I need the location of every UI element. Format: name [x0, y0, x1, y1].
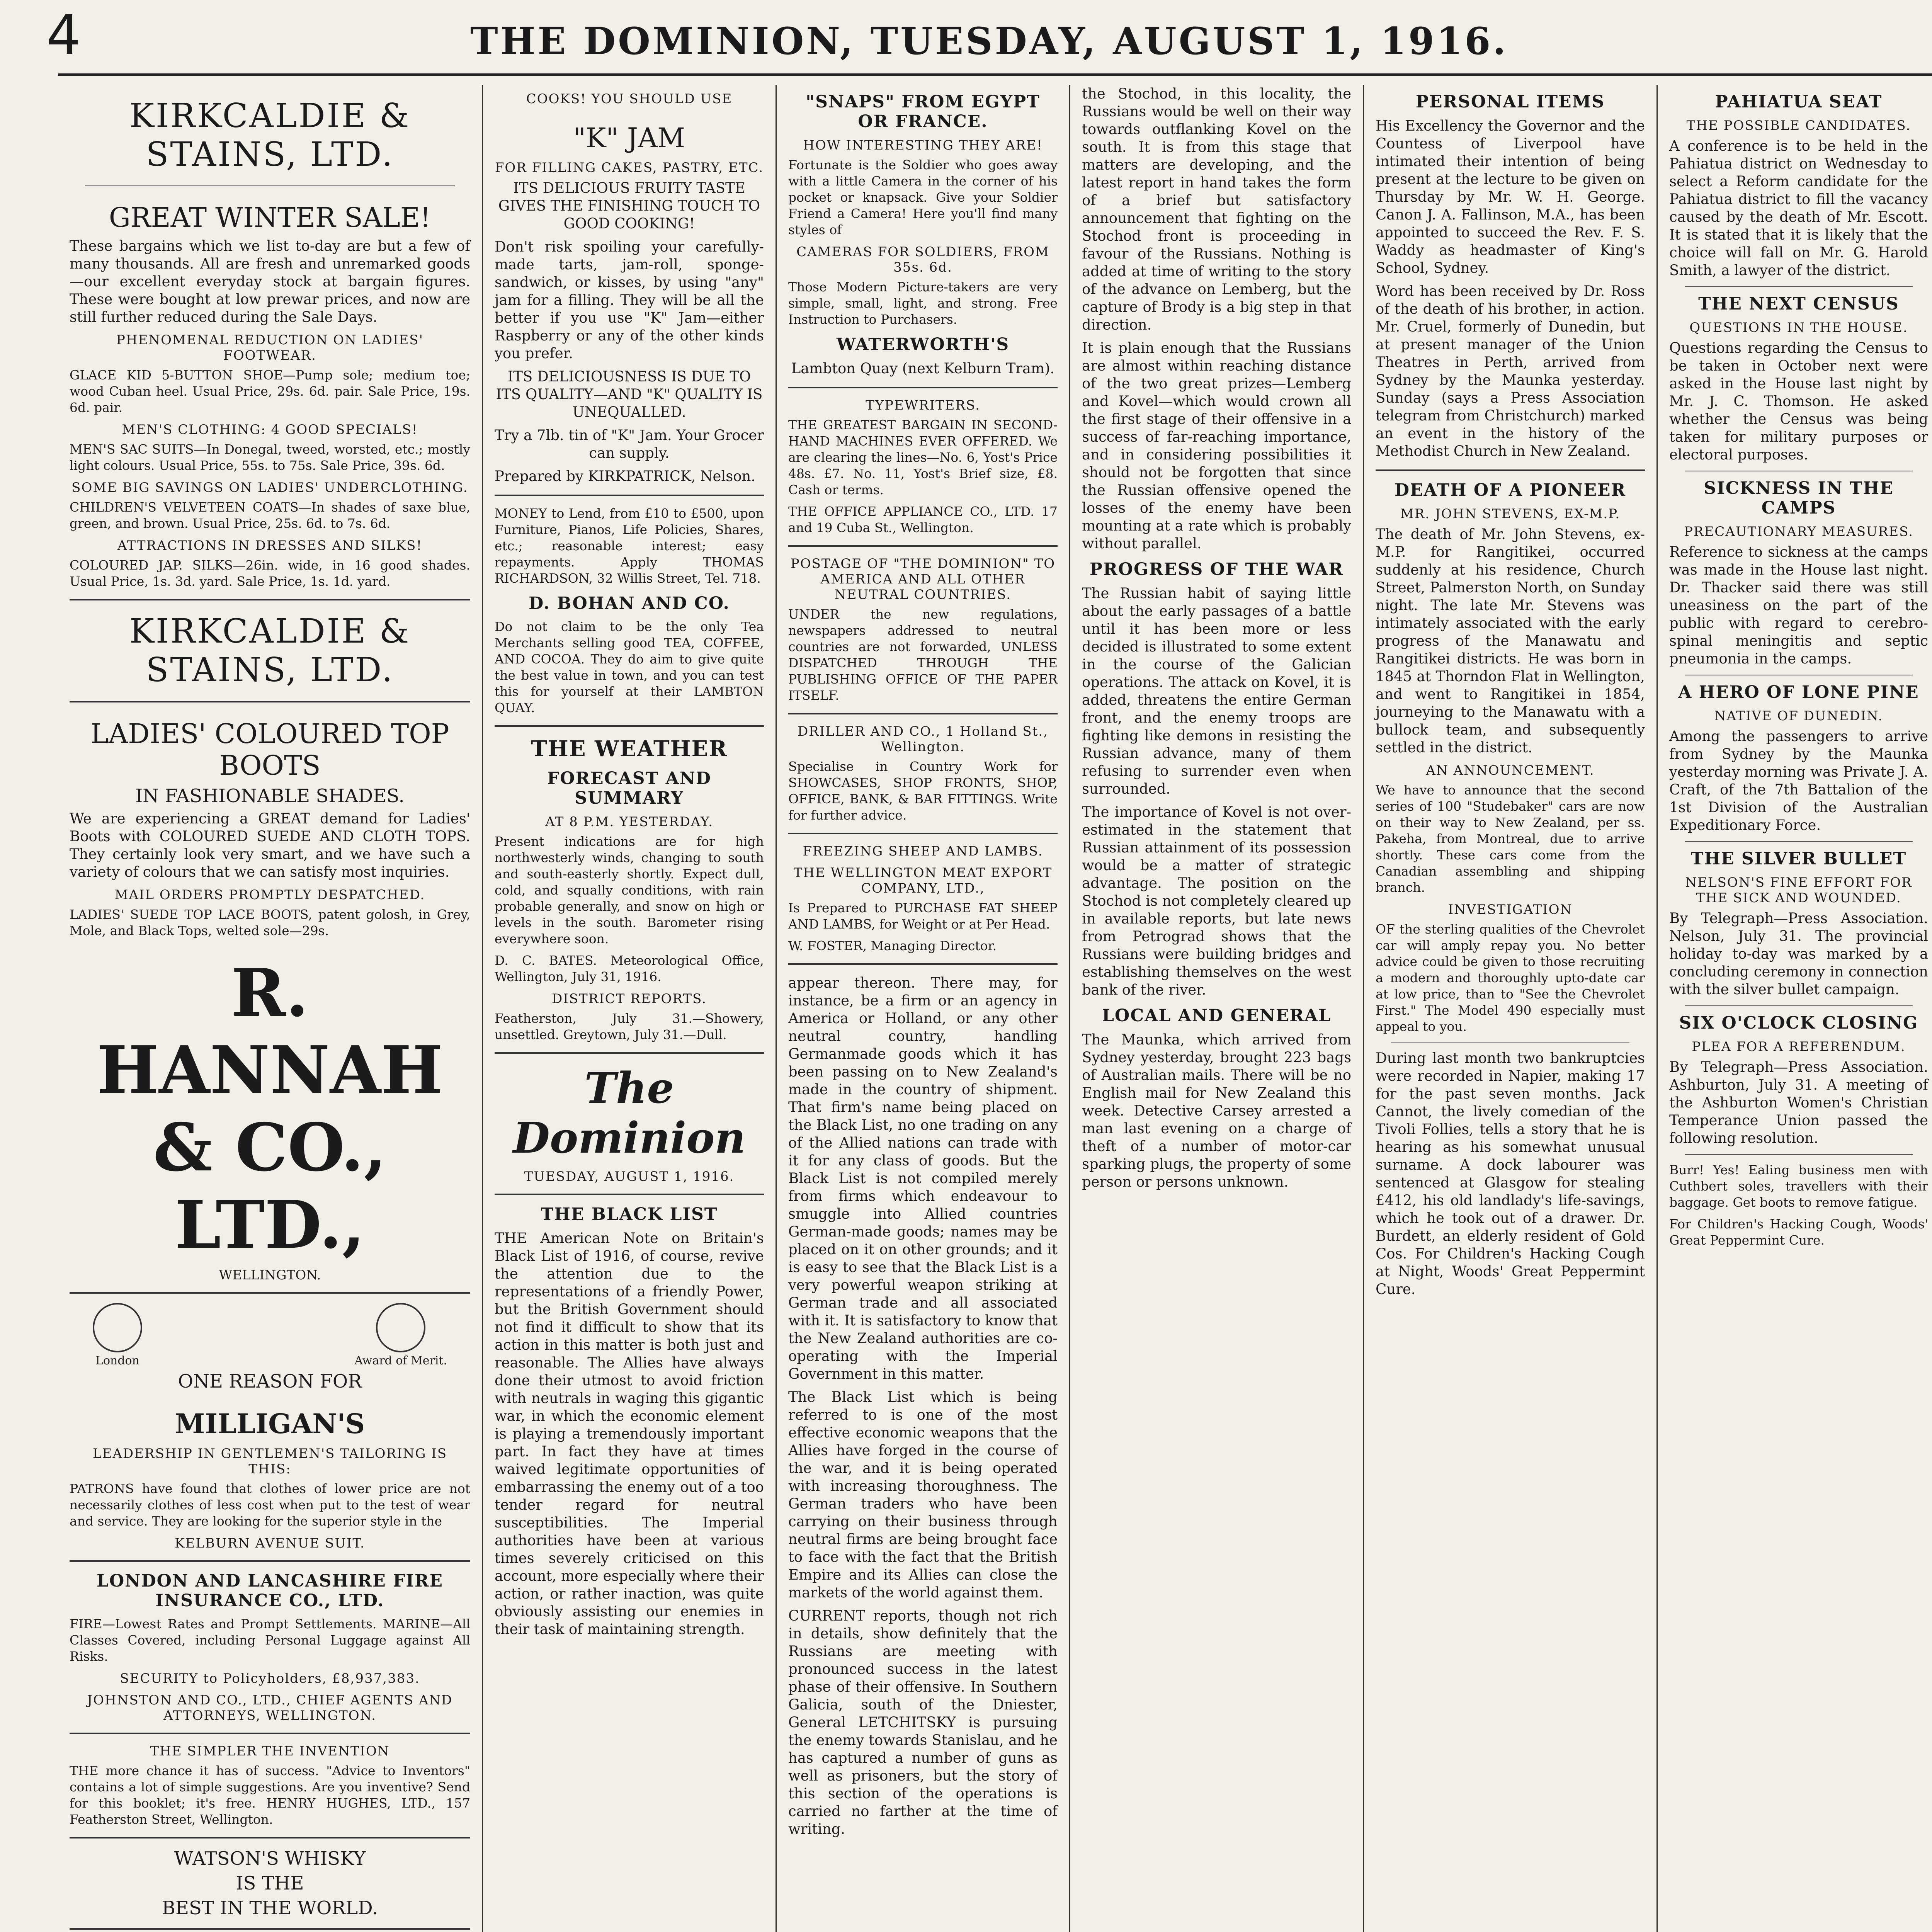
- kirkcaldie-heading: KIRKCALDIE & STAINS, LTD.: [129, 97, 411, 174]
- silver-bullet-sub: NELSON'S FINE EFFORT FOR THE SICK AND WOUNDED.: [1685, 875, 1912, 906]
- precaution-sub: PRECAUTIONARY MEASURES.: [1684, 524, 1914, 539]
- footwear-heading: PHENOMENAL REDUCTION ON LADIES' FOOTWEAR.: [116, 332, 423, 363]
- peppermint-cure-ad: For Children's Hacking Cough, Woods' Great Peppermint Cure.: [1669, 1216, 1928, 1248]
- personal-items-heading: PERSONAL ITEMS: [1415, 92, 1605, 112]
- bohan-text: Do not claim to be the only Tea Merchants selling good TEA, COFFEE, AND COCOA. They do aim to give quite the best value in town, and you can test this for yourself at their LAMBTON QUAY.: [495, 619, 764, 715]
- column-1-ads: [58, 85, 483, 1932]
- one-reason: ONE REASON FOR: [178, 1371, 362, 1392]
- census-heading: THE NEXT CENSUS: [1698, 294, 1899, 314]
- investigation-heading: INVESTIGATION: [1448, 902, 1573, 917]
- johnston-agents: JOHNSTON AND CO., LTD., CHIEF AGENTS AND ATTORNEYS, WELLINGTON.: [87, 1692, 453, 1723]
- investigation-text: OF the sterling qualities of the Chevrolet car will amply repay you. No better advice could be given to those recruiting a modern and thoroughly upto-date car at low price, than to "See the Chevrolet First." The Model 490 especially must appeal to you.: [1376, 922, 1645, 1034]
- driller-heading: DRILLER AND CO., 1 Holland St., Wellington.: [798, 724, 1048, 755]
- watson-line-1: WATSON'S WHISKY: [174, 1848, 366, 1869]
- postage-text: UNDER the new regulations, newspapers addressed to neutral countries are not forwarded, UNLESS DISPATCHED THROUGH THE PUBLISHING OFFICE OF THE PAPER ITSELF.: [788, 607, 1058, 703]
- security-line: SECURITY to Policyholders, £8,937,383.: [120, 1671, 420, 1686]
- silver-bullet-heading: THE SILVER BULLET: [1690, 849, 1907, 869]
- progress-war-heading: PROGRESS OF THE WAR: [1090, 560, 1344, 579]
- forecast-text: Present indications are for high northwesterly winds, changing to south and south-easterly shortly. Expect dull, cold, and squally conditions, with rain probable generally, and snow on high or levels in the south. Barometer rising everywhere soon.: [495, 834, 764, 946]
- column-4: [1070, 85, 1364, 1932]
- issue-date: TUESDAY, AUGUST 1, 1916.: [524, 1169, 735, 1184]
- jam-prepared: Prepared by KIRKPATRICK, Nelson.: [495, 468, 756, 485]
- personal-items-text-2: Word has been received by Dr. Ross of the death of his brother, in action. Mr. Cruel, formerly of Dunedin, but at present manager of the Union Theatres in Perth, arrived from Sydney by the Maunka yesterday. Sunday (says a Press Association telegram from Christchurch) marked an event in the history of the Methodist Church in New Zealand.: [1376, 283, 1645, 459]
- hannah-location: WELLINGTON.: [219, 1267, 321, 1283]
- meat-heading: THE WELLINGTON MEAT EXPORT COMPANY, LTD.,: [793, 865, 1053, 896]
- freezing-heading: FREEZING SHEEP AND LAMBS.: [803, 844, 1043, 859]
- pahiatua-text: A conference is to be held in the Pahiatua district on Wednesday to select a Reform candidate for the Pahiatua district to fill the vacancy caused by the death of Mr. Escott. It is stated that it is likely that the choice will fall on Mr. G. Harold Smith, a lawyer of the district.: [1669, 138, 1928, 279]
- district-text: Featherston, July 31.—Showery, unsettled. Greytown, July 31.—Dull.: [495, 1011, 764, 1042]
- referendum-sub: PLEA FOR A REFERENDUM.: [1692, 1039, 1906, 1054]
- personal-items-text: His Excellency the Governor and the Countess of Liverpool have intimated their intention of being present at the lecture to be given on Thursday by Mr. W. H. George. Canon J. A. Fallinson, M.A., has been appointed to succeed the Rev. F. S. Waddy as headmaster of King's School, Sydney.: [1376, 117, 1645, 276]
- masthead-rule: [58, 73, 1932, 76]
- black-list-text: THE American Note on Britain's Black List of 1916, of course, revive the attention due to the representations of a friendly Power, but the British Government should not find it difficult to show that its action in this matter is both just and reasonable. The Allies have always done their utmost to avoid friction with neutrals in waging this gigantic war, in which the economic element is playing a tremendously important part. In fact they have at times waived legitimate opportunities of embarrassing the enemy out of a too tender regard for neutral susceptibilities. The Imperial authorities have been at various times severely criticised on this account, more especially where their action, or rather inaction, was quite obviously assisting our enemies in their task of maintaining strength.: [495, 1230, 764, 1638]
- black-list-heading: THE BLACK LIST: [541, 1204, 718, 1224]
- six-oclock-heading: SIX O'CLOCK CLOSING: [1679, 1013, 1918, 1033]
- milligans-address: KELBURN AVENUE SUIT.: [175, 1536, 365, 1551]
- dominion-nameplate: The Dominion: [513, 1063, 746, 1163]
- announcement-text: We have to announce that the second series of 100 "Studebaker" cars are now on their way to New Zealand, per ss. Pakeha, from Montreal, due to arrive shortly. These cars come from the Canadian assembling and shipping branch.: [1376, 782, 1645, 895]
- war-text-3: The importance of Kovel is not over-estimated in the statement that Russian attainment of its possession would be a matter of strategic advantage. The position on the Stochod is not completely cleared up in available reports, but late news from Petrograd shows that the Russians were building bridges and establishing themselves on the west bank of the river.: [1082, 804, 1351, 998]
- clothing-item: MEN'S SAC SUITS—In Donegal, tweed, worsted, etc.; mostly light colours. Usual Price, 55s. to 75s. Sale Price, 39s. 6d.: [70, 442, 470, 473]
- war-text-1: the Stochod, in this locality, the Russians would be well on their way towards outflanking Kovel on the south. It is from this stage that matters are developing, and the latest report in hand takes the form of a brief but satisfactory announcement that fighting on the Stochod front is proceeding in favour of the Russians. Nothing is added at time of writing to the story of the advance on Lemberg, but the capture of Brody is a big step in that direction.: [1082, 85, 1351, 333]
- cameras-text: Those Modern Picture-takers are very simple, small, light, and strong. Free Instruction to Purchasers.: [788, 279, 1058, 327]
- kirkcaldie-heading-2: KIRKCALDIE & STAINS, LTD.: [129, 612, 411, 689]
- masthead: [46, 4, 1932, 67]
- jam-tagline: ITS DELICIOUS FRUITY TASTE GIVES THE FINISHING TOUCH TO GOOD COOKING!: [498, 180, 760, 232]
- milligans-sub: LEADERSHIP IN GENTLEMEN'S TAILORING IS THIS:: [92, 1446, 447, 1477]
- underclothing-item: CHILDREN'S VELVETEEN COATS—In shades of saxe blue, green, and brown. Usual Price, 25s. 6d. to 7s. 6d.: [70, 500, 470, 531]
- milligans-heading: MILLIGAN'S: [175, 1408, 365, 1440]
- pioneer-name: MR. JOHN STEVENS, EX-M.P.: [1400, 506, 1621, 522]
- jam-quality: ITS DELICIOUSNESS IS DUE TO ITS QUALITY—AND "K" QUALITY IS UNEQUALLED.: [496, 368, 763, 420]
- hannah-logo: R. HANNAH & CO., LTD.,: [97, 954, 443, 1264]
- pioneer-heading: DEATH OF A PIONEER: [1394, 480, 1626, 500]
- pahiatua-heading: PAHIATUA SEAT: [1715, 92, 1883, 112]
- insurance-text: FIRE—Lowest Rates and Prompt Settlements. MARINE—All Classes Covered, including Personal Luggage against All Risks.: [70, 1616, 470, 1664]
- masthead-title: THE DOMINION, TUESDAY, AUGUST 1, 1916.: [470, 19, 1508, 63]
- editorial-text-1: appear thereon. There may, for instance, be a firm or an agency in America or Holland, or any other neutral country, handling Germanmade goods which it has been passing on to New Zealand's made in the country of shipment. That firm's name being placed on the Black List, no one trading on any of the Allied nations can trade with it for any class of goods. But the Black List is not compiled merely from firms which endeavour to smuggle into Allied countries German-made goods; names may be placed on it on other grounds; and it is easy to see that the Black List is a very powerful weapon striking at German trade and all associated with it. It is satisfactory to know that the New Zealand authorities are co-operating with the Imperial Government in this matter.: [788, 975, 1058, 1382]
- money-ad: MONEY to Lend, from £10 to £500, upon Furniture, Pianos, Life Policies, Shares, etc.; reasonable interest; easy repayments. Apply THOMAS RICHARDSON, 32 Willis Street, Tel. 718.: [495, 506, 764, 586]
- cameras-heading: CAMERAS FOR SOLDIERS, FROM 35s. 6d.: [796, 244, 1049, 275]
- footwear-item: GLACE KID 5-BUTTON SHOE—Pump sole; medium toe; wood Cuban heel. Usual Price, 29s. 6d. pair. Sale Price, 19s. 6d. pair.: [70, 367, 470, 415]
- snaps-text: Fortunate is the Soldier who goes away with a little Camera in the corner of his pocket or knapsack. Give your Soldier Friend a Camera! Here you'll find many styles of: [788, 157, 1058, 237]
- typewriters-text: THE GREATEST BARGAIN IN SECOND-HAND MACHINES EVER OFFERED. We are clearing the lines—No. 6, Yost's Price 48s. £7. No. 11, Yost's Brief size, £8. Cash or terms.: [788, 417, 1058, 497]
- lone-pine-sub: NATIVE OF DUNEDIN.: [1714, 708, 1883, 724]
- inventor-heading: THE SIMPLER THE INVENTION: [150, 1743, 390, 1759]
- six-oclock-text: By Telegraph—Press Association. Ashburton, July 31. A meeting of the Ashburton Women's Christian Temperance Union passed the following resolution.: [1669, 1059, 1928, 1146]
- meat-text: Is Prepared to PURCHASE FAT SHEEP AND LAMBS, for Weight or at Per Head.: [788, 900, 1058, 932]
- editorial-text-2: The Black List which is being referred to is one of the most effective economic weapons that the Allies have forged in the course of the war, and it is being operated with increasing thoroughness. The German traders who have been carrying on their business through neutral firms are being brought face to face with the fact that the British Empire and its Allies can close the markets of the world against them.: [788, 1389, 1058, 1601]
- sickness-text: Reference to sickness at the camps was made in the House last night. Dr. Thacker said there was still uneasiness on the part of the public with regard to cerebro-spinal meningitis and septic pneumonia in the camps.: [1669, 544, 1928, 667]
- forecast-signed: D. C. BATES. Meteorological Office, Wellington, July 31, 1916.: [495, 953, 764, 984]
- column-2: [483, 85, 777, 1932]
- bohan-heading: D. BOHAN AND CO.: [529, 594, 730, 613]
- sickness-heading: SICKNESS IN THE CAMPS: [1704, 478, 1894, 518]
- announcement-heading: AN ANNOUNCEMENT.: [1426, 763, 1595, 778]
- column-3: [777, 85, 1070, 1932]
- milligans-text: PATRONS have found that clothes of lower price are not necessarily clothes of less cost when put to the test of wear and service. They are looking for the superior style in the: [70, 1481, 470, 1529]
- forecast-heading: FORECAST AND SUMMARY: [547, 769, 712, 808]
- forecast-time: AT 8 P.M. YESTERDAY.: [545, 814, 713, 830]
- page-number: 4: [46, 4, 81, 67]
- editorial-text-3: CURRENT reports, though not rich in details, show definitely that the Russians are meeting with pronounced success in the latest phase of their offensive. In Southern Galicia, south of the Dniester, General LETCHITSKY is pursuing the enemy towards Stanislau, and he has captured a number of guns as well as prisoners, but the story of this section of the operations is carried no farther at the time of writing.: [788, 1607, 1058, 1837]
- dresses-item: COLOURED JAP. SILKS—26in. wide, in 16 good shades. Usual Price, 1s. 3d. yard. Sale Price, 1s. 1d. yard.: [70, 558, 470, 589]
- census-sub: QUESTIONS IN THE HOUSE.: [1689, 320, 1908, 335]
- local-general-text: The Maunka, which arrived from Sydney yesterday, brought 223 bags of Australian mails. There will be no English mail for New Zealand this week. Detective Carsey arrested a man last evening on a charge of theft of a number of motor-car sparking plugs, the property of some person or persons unknown.: [1082, 1031, 1351, 1190]
- jam-try: Try a 7lb. tin of "K" Jam. Your Grocer can supply.: [495, 427, 764, 461]
- boots-subtitle: IN FASHIONABLE SHADES.: [135, 785, 405, 807]
- column-6: [1658, 85, 1932, 1932]
- pioneer-text: The death of Mr. John Stevens, ex-M.P. for Rangitikei, occurred suddenly at his residence, Church Street, Palmerston North, on Sunday night. The late Mr. Stevens was intimately associated with the early progress of the Manawatu and Rangitikei districts. He was born in 1845 at Thorndon Flat in Wellington, and went to Rangitikei in 1854, journeying to the Manawatu with a bullock team, and subsequently settled in the district.: [1376, 526, 1645, 756]
- k-jam-heading: "K" JAM: [573, 122, 685, 154]
- dresses-heading: ATTRACTIONS IN DRESSES AND SILKS!: [117, 538, 423, 553]
- progress-war-text: The Russian habit of saying little about the early passages of a battle until it has been more or less decided is illustrated to some extent in the course of the Galician operations. The attack on Kovel, it is added, threatens the entire German front, and the enemy troops are fighting like demons in resisting the Russian advance, many of them refusing to surrender even when surrounded.: [1082, 585, 1351, 797]
- jam-sub: FOR FILLING CAKES, PASTRY, ETC.: [495, 160, 764, 175]
- award-left: London: [95, 1354, 139, 1367]
- watson-line-3: BEST IN THE WORLD.: [162, 1897, 378, 1919]
- waterworth-heading: WATERWORTH'S: [836, 335, 1010, 354]
- postage-heading: POSTAGE OF "THE DOMINION" TO AMERICA AND ALL OTHER NEUTRAL COUNTRIES.: [790, 556, 1056, 602]
- district-heading: DISTRICT REPORTS.: [552, 991, 707, 1007]
- typewriters-office: THE OFFICE APPLIANCE CO., LTD. 17 and 19 Cuba St., Wellington.: [788, 504, 1058, 535]
- watson-line-2: IS THE: [236, 1872, 304, 1894]
- driller-text: Specialise in Country Work for SHOWCASES, SHOP FRONTS, SHOP, OFFICE, BANK, & BAR FITTINGS. Write for further advice.: [788, 759, 1058, 823]
- typewriters-heading: TYPEWRITERS.: [866, 398, 980, 413]
- medal-icon-2: [376, 1303, 425, 1352]
- mail-orders: MAIL ORDERS PROMPTLY DESPATCHED.: [114, 887, 425, 903]
- underclothing-heading: SOME BIG SAVINGS ON LADIES' UNDERCLOTHING.: [71, 480, 468, 495]
- lone-pine-text: Among the passengers to arrive from Sydney by the Maunka yesterday morning was Private J. A. Craft, of the 7th Battalion of the 1st Division of the Australian Expeditionary Force.: [1669, 728, 1928, 833]
- boots-text: We are experiencing a GREAT demand for Ladies' Boots with COLOURED SUEDE AND CLOTH TOPS. They certainly look very smart, and we have such a variety of colours that we can satisfy most inquiries.: [70, 810, 470, 880]
- sale-intro: These bargains which we list to-day are but a few of many thousands. All are fresh and unremarked goods—our excellent everyday stock at bargain figures. These were bought at low prewar prices, and now are still further reduced during the Sale Days.: [70, 238, 470, 325]
- jam-text: Don't risk spoiling your carefully-made tarts, jam-roll, sponge-sandwich, or kisses, by using "any" jam for a filling. They will be all the better if you use "K" Jam—either Raspberry or any of the other kinds you prefer.: [495, 238, 764, 362]
- weather-heading: THE WEATHER: [531, 736, 728, 762]
- medal-icon: [93, 1303, 142, 1352]
- boots-note: Burr! Yes! Ealing business men with Cuthbert soles, travellers with their baggage. Get boots to remove fatigue.: [1669, 1162, 1928, 1210]
- column-5: [1364, 85, 1658, 1932]
- award-right: Award of Merit.: [354, 1354, 447, 1367]
- war-text-2: It is plain enough that the Russians are almost within reaching distance of the two great prizes—Lemberg and Kovel—which would crown all the first stage of their offensive in a success of far-reaching importance, and in considering possibilities it should not be forgotten that since the Russian offensive opened the losses of the enemy have been mounting at a rate which is probably without parallel.: [1082, 340, 1351, 552]
- candidates-sub: THE POSSIBLE CANDIDATES.: [1686, 118, 1911, 133]
- local-general-heading: LOCAL AND GENERAL: [1102, 1006, 1332, 1026]
- great-winter-sale-heading: GREAT WINTER SALE!: [109, 202, 431, 233]
- census-text: Questions regarding the Census to be taken in October next were asked in the House last night by Mr. J. C. Thomson. He asked whether the Census was being taken for military purposes or electoral purposes.: [1669, 340, 1928, 463]
- boots-items: LADIES' SUEDE TOP LACE BOOTS, patent golosh, in Grey, Mole, and Black Tops, welted sole—29s.: [70, 907, 470, 938]
- inventor-text: THE more chance it has of success. "Advice to Inventors" contains a lot of simple suggestions. Are you inventive? Send for this booklet; it's free. HENRY HUGHES, LTD., 157 Featherston Street, Wellington.: [70, 1763, 470, 1827]
- insurance-heading: LONDON AND LANCASHIRE FIRE INSURANCE CO., LTD.: [96, 1571, 444, 1611]
- meat-sign: W. FOSTER, Managing Director.: [788, 938, 997, 953]
- silver-bullet-text: By Telegraph—Press Association. Nelson, July 31. The provincial holiday to-day was marked by a concluding ceremony in connection with the silver bullet campaign.: [1669, 910, 1928, 998]
- snaps-heading: "SNAPS" FROM EGYPT OR FRANCE.: [806, 92, 1040, 131]
- misc-news: During last month two bankruptcies were recorded in Napier, making 17 for the past seven months. Jack Cannot, the lively comedian of the Tivoli Follies, tells a story that he is hearing as his somewhat unusual surname. A dock labourer was sentenced at Glasgow for stealing £412, his old landlady's life-savings, which he took out of a drawer. Dr. Burdett, an elderly resident of Gold Cos. For Children's Hacking Cough at Night, Woods' Great Peppermint Cure.: [1376, 1050, 1645, 1298]
- lone-pine-heading: A HERO OF LONE PINE: [1678, 682, 1919, 702]
- clothing-heading: MEN'S CLOTHING: 4 GOOD SPECIALS!: [122, 422, 418, 437]
- milligans-award-row: [70, 1303, 470, 1367]
- cooks-line: COOKS! YOU SHOULD USE: [526, 91, 733, 107]
- boots-title: LADIES' COLOURED TOP BOOTS: [90, 718, 449, 781]
- waterworth-address: Lambton Quay (next Kelburn Tram).: [791, 360, 1055, 377]
- snaps-sub: HOW INTERESTING THEY ARE!: [803, 138, 1043, 153]
